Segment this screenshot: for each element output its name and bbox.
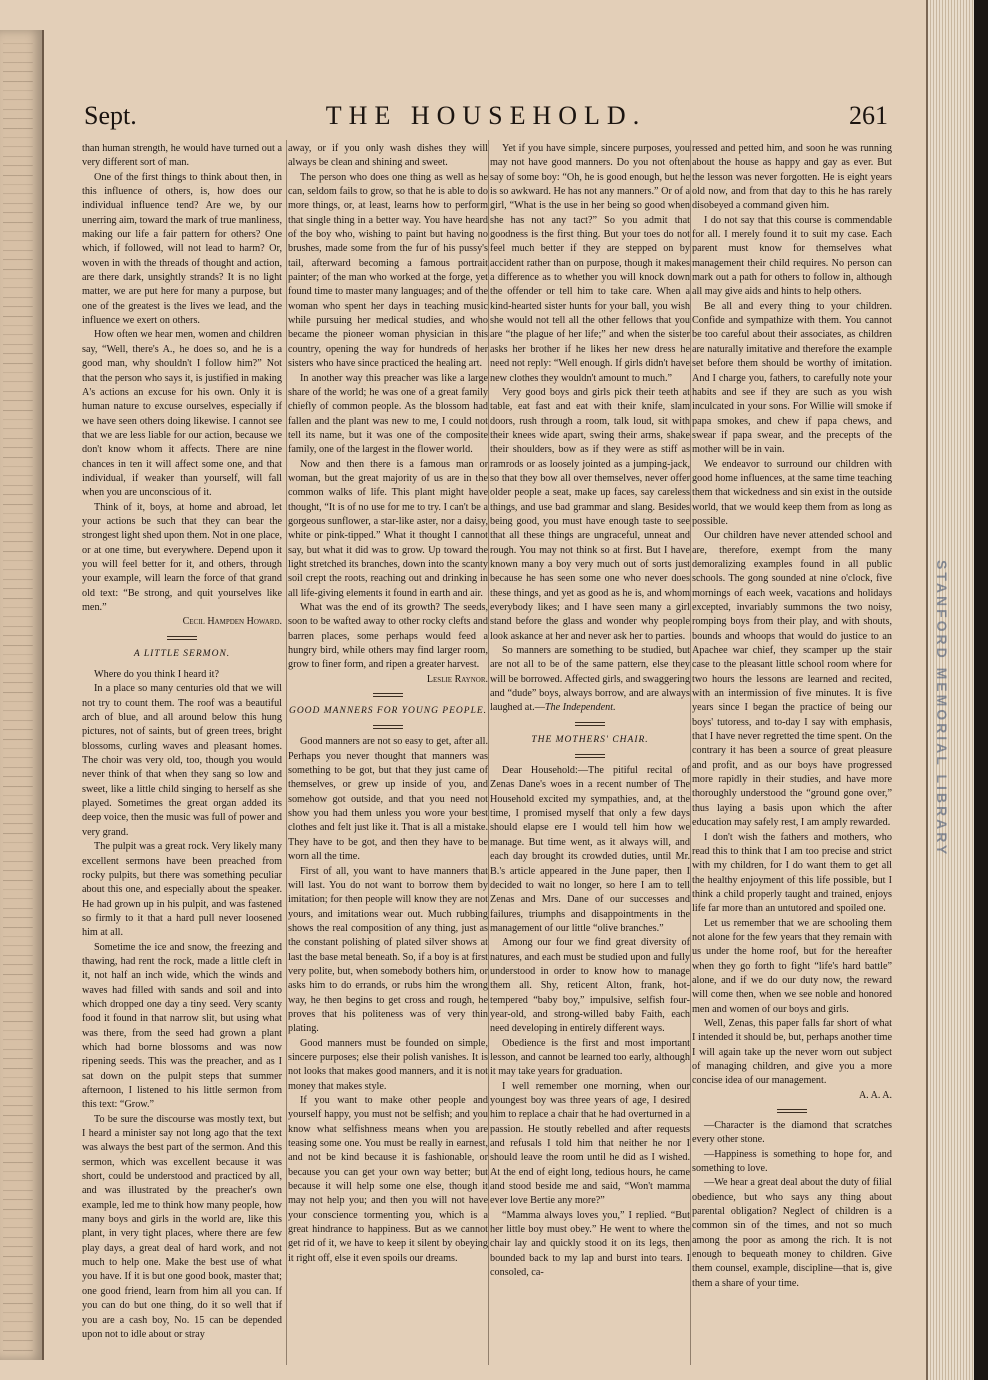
ghost-text-line: ────── [3, 914, 33, 923]
article-heading: GOOD MANNERS FOR YOUNG PEOPLE. [288, 706, 488, 717]
ghost-text-line: ────── [3, 58, 33, 67]
ghost-text-line: ────── [3, 519, 33, 528]
ghost-text-line: ────── [3, 1280, 33, 1289]
ghost-text-line: ────── [3, 1290, 33, 1299]
ghost-text-line: ────── [3, 143, 33, 152]
ghost-text-line: ────── [3, 867, 33, 876]
paragraph: I well remember one morning, when our youngest boy was three years of age, I desired him to replace a chair that he had overturned in a passion. He stoutly rebelled and after requests and refusals I told him that neither he nor I should leave the room until he did as I wished. At the end of eight long, tedious hours, he came and stood beside me and said, “Won't mamma ever love Bertie any more?” [490, 1080, 690, 1207]
ghost-text-line: ────── [3, 557, 33, 565]
ghost-text-line: ────── [3, 980, 33, 988]
ghost-text-line: ────── [3, 1196, 33, 1205]
author-signature: Cecil Hampden Howard. [182, 616, 282, 628]
ghost-text-line: ────── [3, 622, 33, 631]
paragraph: Sometime the ice and snow, the freezing and thawing, had rent the rock, made a little cleft in it, not half an inch wide, which the winds and waves had filled with sands and soil and into which dropped one day a tiny seed. Very scanty food it found in that narrow slit, but using what was there, from the seed had grown a plant which had borne blossoms and was now ripening seeds. This was the preacher, and as I sat down on the pulpit steps that summer afternoon, I listened to his little sermon from this text: “Grow.” [82, 941, 282, 1111]
ghost-text-line: ────── [3, 1008, 33, 1017]
ghost-text-line: ────── [3, 340, 33, 349]
ghost-text-line: ────── [3, 1205, 33, 1214]
ghost-text-line: ────── [3, 575, 33, 584]
paragraph: Our children have never attended school and are, therefore, exempt from the many demoralizing examples found in all public schools. The gong sounded at nine o'clock, five mornings of each week, vacations and holidays excepted, invariably summons the two noisy, romping boys from their play, and with shouts, bounds and whoops that would do justice to an Apachee war chief, they scamper up the stair case to the pleasant little school room where for two hours the lessons are learned and recited, with an intermission of five minutes. It is five years since I began the practice of being our boys' tutoress, and to-day I say with emphasis, that I have never regretted the time spent. On the contrary it has been a source of great pleasure and profit, and as our boys have progressed more rapidly in their studies, and have more thoroughly understood the “ground gone over,” thus laying a basis upon which the after education may safely rest, I am amply rewarded. [692, 530, 892, 829]
ghost-text-line: ────── [3, 829, 33, 838]
paragraph: The pulpit was a great rock. Very likely many excellent sermons have been preached from rocky pulpits, but there was something peculiar about this one, and especially about the speaker. He had grown up in his pulpit, and was fastened so firmly to it that a hard pull never loosened him at all. [82, 841, 282, 939]
ghost-text-line: ────── [3, 895, 33, 904]
paragraph: One of the first things to think about then, in this influence of others, is, how does our individual influence tend? Are we, by our unerring aim, toward the mark of true manliness, making our life a fair pattern for others? One which, if followed, will not lead to harm? Or, woven in with the threads of thought and action, are there dark, unsightly strands? It is no light matter, we are put here for many a purpose, but one of the greatest is the lives we lead, and the influence we exert on others. [82, 171, 282, 327]
ghost-text-line: ────── [3, 1045, 33, 1054]
paragraph: —Character is the diamond that scratches every other stone. [692, 1120, 892, 1146]
column-3 [490, 142, 690, 1280]
ghost-text-line: ────── [3, 1055, 33, 1064]
ghost-text-line: ────── [3, 481, 33, 490]
ghost-text-line: ────── [3, 284, 33, 293]
ghost-text-line: ────── [3, 359, 33, 368]
ghost-text-line: ────── [3, 1233, 33, 1242]
ghost-text-line: ────── [3, 726, 33, 735]
paragraph: ressed and petted him, and soon he was running about the house as happy and gay as ever. But the lesson was never forgotten. He is eight years old now, and from that day to this he has rarely disobeyed a command given him. [692, 143, 892, 212]
ghost-text-line: ────── [3, 632, 33, 641]
ghost-text-line: ────── [3, 961, 33, 970]
adjacent-page-strip [0, 30, 44, 1360]
ghost-text-line: ────── [3, 1318, 33, 1327]
column-rule [690, 140, 691, 1365]
ghost-text-line: ────── [3, 886, 33, 894]
ghost-text-line: ────── [3, 500, 33, 509]
section-divider [167, 636, 197, 640]
ghost-text-line: ────── [3, 1130, 33, 1139]
ghost-text-line: ────── [3, 425, 33, 434]
ghost-text-line: ────── [3, 933, 33, 941]
ghost-text-line: ────── [3, 669, 33, 678]
ghost-text-line: ────── [3, 463, 33, 471]
ghost-text-line: ────── [3, 1327, 33, 1336]
author-signature: A. A. A. [858, 1089, 892, 1101]
ghost-text-line: ────── [3, 275, 33, 283]
paragraph: If you want to make other people and yourself happy, you must not be selfish; and you know what selfishness means when you are teasing some one. You must be really in earnest, and not be kind because it is fashionable, or because you can get your own way better; but because it will help some one else, though it may not help you; and then you will not have your conscience tormenting you, which is a great hindrance to happiness. But as we cannot get rid of it, we have to keep it silent by obeying it right off, else it even spoils our dreams. [288, 1095, 488, 1264]
section-divider [777, 1109, 807, 1113]
ghost-text-line: ────── [3, 444, 33, 453]
paragraph: Dear Household:—The pitiful recital of Zenas Dane's woes in a recent number of The Household excited my sympathies, and, at the time, I promised myself that only a few days should elapse ere I would tell him how we manage. But time went, as it always will, and each day brought its crowded duties, until Mr. B.'s article appeared in the June paper, then I decided to wait no longer, so here I am to tell Zenas and Mrs. Dane of our successes and failures, triumphs and disappointments in the management of our little “olive branches.” [490, 765, 690, 934]
paragraph: We endeavor to surround our children with good home influences, at the same time teaching them that wickedness and sin exist in the outside world, that we would keep them from as long as possible. [692, 458, 892, 527]
article-heading: THE MOTHERS' CHAIR. [531, 734, 649, 745]
ghost-text-line: ────── [3, 453, 33, 462]
ghost-text-line: ────── [3, 716, 33, 725]
ghost-text-line: ────── [3, 303, 33, 312]
paragraph: Be all and every thing to your children. Confide and sympathize with them. You cannot be too careful about their associates, as children are naturally imitative and therefore the example set before them should be worthy of imitation. And I charge you, fathers, to carefully note your habits and see if they are such as you wish inculcated in your sons. For Willie will smoke if papa smokes, and chew if papa chews, and swear if papa swear, and the precepts of the mother will be in vain. [692, 300, 892, 456]
paragraph: Good manners are not so easy to get, after all. Perhaps you never thought that manners was something to be got, but that they just came of themselves, or grew up inside of you, and somehow got outside, and that you need not show you had them unless you wore your best clothes and felt just like it. That is all a mistake. They have to be got, and then they have to be worn all the time. [288, 736, 488, 863]
ghost-text-line: ────── [3, 566, 33, 575]
ghost-text-line: ────── [3, 96, 33, 105]
ghost-text-line: ────── [3, 594, 33, 603]
article-heading: A LITTLE SERMON. [133, 648, 231, 659]
ghost-text-line: ────── [3, 68, 33, 77]
ghost-text-line: ────── [3, 416, 33, 424]
header-page-number: 261 [849, 101, 888, 130]
ghost-text-line: ────── [3, 782, 33, 791]
section-divider [373, 725, 403, 729]
ghost-text-line: ────── [3, 989, 33, 998]
ghost-text-line: ────── [3, 660, 33, 669]
ghost-text-line: ────── [3, 707, 33, 716]
ghost-text-line: ────── [3, 152, 33, 161]
ghost-text-line: ────── [3, 1337, 33, 1346]
column-rule [488, 140, 489, 1365]
ghost-text-line: ────── [3, 397, 33, 406]
ghost-text-line: ────── [3, 1102, 33, 1111]
ghost-text-line: ────── [3, 134, 33, 142]
ghost-text-line: ────── [3, 293, 33, 302]
ghost-text-line: ────── [3, 434, 33, 443]
paragraph: What was the end of its growth? The seeds, soon to be wafted away to other rocky clefts and barren places, some perhaps would feed a hungry bird, while others may find larger room, grow to finer form, and ripen a greater harvest. [288, 602, 488, 671]
ghost-text-line: ────── [3, 528, 33, 537]
ghost-text-line: ────── [3, 350, 33, 359]
ghost-text-line: ────── [3, 105, 33, 114]
column-2 [288, 142, 488, 1266]
paragraph: Well, Zenas, this paper falls far short of what I intended it should be, but, perhaps another time I will again take up the never worn out subject of managing children, and give you a more concise idea of our management. [692, 1017, 892, 1087]
ghost-text-line: ────── [3, 538, 33, 547]
paragraph: —We hear a great deal about the duty of filial obedience, but who says any thing about parental obligation? Neglect of children is a common sin of the times, and not so much among the poor as among the rich. It is not enough to bequeath money to children. Give them counsel, example, discipline—that is, give them a share of your time. [692, 1177, 892, 1289]
page-header [84, 101, 888, 137]
paragraph: First of all, you want to have manners that will last. You do not want to borrow them by imitation; for then people will know they are not yours, and imitations wear out. Much rubbing shows the real composition of any thing, just as the constant polishing of plated silver shows at last the base metal beneath. So, if a boy is at first very polite, but, when somebody bothers him, or asks him to do errands, or rubs him the wrong way, he then begins to get cross and rough, he proves that his politeness was of very thin plating. [288, 865, 488, 1035]
section-divider [575, 754, 605, 758]
ghost-text-line: ────── [3, 1017, 33, 1026]
ghost-text-line: ────── [3, 801, 33, 810]
ghost-text-line: ────── [3, 1186, 33, 1195]
ghost-text-line: ────── [3, 1027, 33, 1035]
section-divider [373, 693, 403, 697]
paragraph: Very good boys and girls pick their teeth at table, eat fast and eat with their knife, slam doors, rush through a room, talk loud, sit with their knees wide apart, swing their arms, shake their shoulders, bow as if they were as stiff as ramrods or as loosely jointed as a jumping-jack, so that they bow all over themselves, never offer older people a seat, make up faces, say careless things, and use bad grammar and slang. Besides being good, you must have enough taste to see that all these things are ungraceful, unneat and rough. You may not think so at first. But I have known many a boy very much out of sorts just because he has seen some one who never does these things, and yet as good as he is, and whom everybody likes; and I have seen many a girl stand before the glass and wonder why people look askance at her and never ask her to parties. [490, 386, 690, 642]
ghost-text-line: ────── [3, 265, 33, 274]
header-month: Sept. [84, 101, 137, 130]
ghost-text-line: ────── [3, 406, 33, 415]
ghost-text-line: ────── [3, 792, 33, 800]
ghost-text-line: ────── [3, 199, 33, 208]
ghost-text-line: ────── [3, 641, 33, 650]
ghost-text-line: ────── [3, 228, 33, 236]
ghost-text-line: ────── [3, 876, 33, 885]
ghost-text-line: ────── [3, 651, 33, 659]
paragraph: The person who does one thing as well as he can, seldom fails to grow, so that he is able to do more things, or, at least, learns how to perform that single thing in a better way. You have heard of the boy who, wishing to paint but having no brushes, made some from the fur of his pussy's tail, afterward becoming a famous portrait painter; of the man who worked at the forge, yet found time to master many languages; and of the woman who spent her days in teaching music while pursuing her medical studies, and who became the pioneer woman physician in this country, opening the way for hundreds of her sisters who have since practiced the healing art. [288, 171, 488, 370]
ghost-text-line: ────── [3, 387, 33, 396]
paragraph: —Happiness is something to hope for, and something to love. [692, 1148, 892, 1175]
paragraph: than human strength, he would have turned out a very different sort of man. [82, 143, 282, 169]
ghost-text-line: ────── [3, 857, 33, 866]
ghost-text-line: ────── [3, 679, 33, 688]
ghost-text-line: ────── [3, 1036, 33, 1045]
ghost-text-line: ────── [3, 1168, 33, 1176]
paragraph: In a place so many centuries old that we will not try to count them. The roof was a beautiful arch of blue, and all around below this hung pictures, not of saints, but of green trees, bright blossoms, curling waves and pleasant homes. The choir was very old, too, though you would never think of that when they sang so low and sweet, like a little child singing to herself as she played. Sometimes the great organ added its deep voice, then the music was full of power and very grand. [82, 683, 282, 838]
ghost-text-line: ────── [3, 246, 33, 255]
paragraph: I don't wish the fathers and mothers, who read this to think that I am too precise and strict with my children, for I do want them to get all the healthy enjoyment of this life possible, but I think a child properly taught and trained, enjoys life far more than an untutored and spoiled one. [692, 831, 892, 915]
ghost-text-line: ────── [3, 1224, 33, 1233]
ghost-text-line: ────── [3, 1215, 33, 1223]
paragraph: Good manners must be founded on simple, sincere purposes; else their polish vanishes. It is not looks that makes good manners, and it is not money that makes style. [288, 1037, 488, 1092]
ghost-text-line: ────── [3, 171, 33, 180]
book-binding [974, 0, 988, 1380]
ghost-text-line: ────── [3, 181, 33, 189]
column-1 [82, 142, 282, 1342]
ghost-text-line: ────── [3, 970, 33, 979]
section-divider [575, 722, 605, 726]
ghost-text-line: ────── [3, 77, 33, 86]
ghost-text-line: ────── [3, 190, 33, 199]
ghost-text-line: ────── [3, 115, 33, 124]
header-title: THE HOUSEHOLD. [325, 101, 647, 130]
ghost-text-line: ────── [3, 1346, 33, 1355]
paragraph: To be sure the discourse was mostly text, but I heard a minister say not long ago that the text was always the best part of the sermon. And this sermon, which was excellent because it was short, could be understood and practiced by all, and was illustrated by the preacher's own example, led me to think how many people, how many boys and girls in the world are, like this plant, in very tight places, where there are few play days, a great deal of hard work, and not much to help one. Make the best use of what you have. If it is but one good book, master that; one good friend, learn from him all you can. If you can do but one thing, do it so well that if you are a cash boy, No. 15 can be depended upon not to idle about or stray [82, 1113, 282, 1340]
ghost-text-line: ────── [3, 472, 33, 481]
ghost-text-line: ────── [3, 810, 33, 819]
paragraph: Think of it, boys, at home and abroad, let your actions be such that they can bear the strongest light shed upon them. Not in one place, or at one time, but everywhere. Depend upon it you will feel better for it, and others, through your example, will learn the force of that grand old text: “Be strong, and quit yourselves like men.” [82, 501, 282, 613]
ghost-text-line: ────── [3, 1121, 33, 1129]
ghost-text-line: ────── [3, 491, 33, 500]
paragraph: Let us remember that we are schooling them not alone for the few years that they remain with us under the home roof, but for the hereafter when they go forth to fight “life's hard battle” alone, and if we do our duty now, the reward will come then, when we see noble and honored men and women of our boys and girls. [692, 917, 892, 1015]
ghost-text-line: ────── [3, 839, 33, 847]
ghost-text-line: ────── [3, 904, 33, 913]
ghost-text-line: ────── [3, 1139, 33, 1148]
paragraph: Obedience is the first and most important lesson, and cannot be learned too early, although it may take years for graduation. [490, 1037, 690, 1078]
ghost-text-line: ────── [3, 1271, 33, 1280]
ghost-text-line: ────── [3, 378, 33, 387]
attribution: The Independent. [544, 702, 616, 714]
ghost-text-line: ────── [3, 256, 33, 265]
ghost-text-line: ────── [3, 547, 33, 556]
ghost-text-line: ────── [3, 331, 33, 340]
paragraph: Now and then there is a famous man or woman, but the great majority of us are in the common walks of life. This plant might have thought, “It is of no use for me to try. I can't be a gorgeous sunflower, a star-like aster, nor a daisy, white or pink-tipped.” What it thought I cannot say, but what it did was to grow. Up toward the light stretched its branches, down into the scanty soil crept the roots, reaching out and drinking in all life-giving elements it found in earth and air. [288, 458, 488, 599]
ghost-text-line: ────── [3, 1149, 33, 1158]
ghost-text-line: ────── [3, 1083, 33, 1092]
paragraph: I do not say that this course is commendable for all. I merely found it to suit my case. Each parent must know for themselves what management their child requires. No person can mark out a path for others to follow in, although all may give aids and hints to help others. [692, 214, 892, 298]
ghost-text-line: ────── [3, 698, 33, 706]
column-rule [286, 140, 287, 1365]
paragraph: Where do you think I heard it? [94, 669, 220, 681]
ghost-text-line: ────── [3, 820, 33, 829]
author-signature: Leslie Raynor. [426, 673, 488, 685]
ghost-text-line: ────── [3, 1252, 33, 1261]
ghost-text-line: ────── [3, 754, 33, 763]
library-stamp: STANFORD MEMORIAL LIBRARY [934, 560, 950, 858]
ghost-text-line: ────── [3, 369, 33, 377]
ghost-text-line: ────── [3, 951, 33, 960]
ghost-text-line: ────── [3, 923, 33, 932]
ghost-text-line: ────── [3, 312, 33, 321]
paragraph: Among our four we find great diversity of natures, and each must be studied upon and fully understood in order to know how to manage them all. Shy, reticent Alton, frank, hot-tempered “baby boy,” impulsive, selfish four-year-old, and strong-willed baby Faith, each need developing in entirely different ways. [490, 937, 690, 1035]
ghost-text-line: ────── [3, 604, 33, 612]
ghost-text-line: ────── [3, 40, 33, 48]
ghost-text-line: ────── [3, 237, 33, 246]
ghost-text-line: ────── [3, 218, 33, 227]
paragraph: Yet if you have simple, sincere purposes, you may not have good manners. Do you not often say of some boy: “Oh, he is good enough, but he is so awkward. He has not any manners.” Or of a girl, “What is the use in her being so good when she has not any tact?” So you admit that goodness is the first thing. But your toes do not feel much better if they are stepped on by accident rather than on purpose, though it makes a difference as to whether you will knock down the offender or tell him to take care. When a kind-hearted sister hunts for your ball, you wish she would not tell all the other fellows that you are “the plague of her life;” and when the sister asks her brother if he likes her new dress he need not reply: “Well enough. If girls didn't have new clothes they wouldn't amount to much.” [490, 143, 690, 384]
ghost-text-line: ────── [3, 998, 33, 1007]
ghost-text-line: ────── [3, 613, 33, 622]
ghost-text-line: ────── [3, 735, 33, 744]
ghost-text-line: ────── [3, 942, 33, 951]
ghost-text-line: ────── [3, 1064, 33, 1073]
ghost-text-line: ────── [3, 1299, 33, 1308]
ghost-text-line: ────── [3, 773, 33, 782]
ghost-text-line: ────── [3, 848, 33, 857]
ghost-text-line: ────── [3, 763, 33, 772]
ghost-text-line: ────── [3, 162, 33, 171]
column-4 [692, 142, 892, 1291]
paragraph: So manners are something to be studied, but are not all to be of the same pattern, else they will be borrowed. Affected girls, and swaggering and “dude” boys, always borrow, and are always laughed at.—The Independent. [490, 645, 690, 714]
ghost-text-line: ────── [3, 322, 33, 330]
ghost-text-line: ────── [3, 209, 33, 218]
ghost-text-line: ────── [3, 585, 33, 594]
ghost-text-line: ────── [3, 1111, 33, 1120]
ghost-text-line: ────── [3, 510, 33, 518]
ghost-text-line: ────── [3, 745, 33, 753]
ghost-text-line: ────── [3, 49, 33, 58]
ghost-text-line: ────── [3, 1158, 33, 1167]
ghost-text-line: ────── [3, 1262, 33, 1270]
ghost-text-line: ────── [3, 1074, 33, 1082]
paragraph: “Mamma always loves you,” I replied. “But her little boy must obey.” He went to where the chair lay and quickly stood it on its legs, then bounded back to my lap and burst into tears. I consoled, ca- [490, 1209, 690, 1279]
paragraph: In another way this preacher was like a large share of the world; he was one of a great family chiefly of common people. As the blossom had fallen and the plant was new to me, I could not tell its name, but it was one of the composite family, one of the largest in the flower world. [288, 372, 488, 456]
ghost-text-line: ────── [3, 124, 33, 133]
paragraph: How often we hear men, women and children say, “Well, there's A., he does so, and he is a good man, why shouldn't I follow him?” Not that the person who says it, is justified in making A's actions an excuse for his own. Only it is human nature to excuse ourselves, especially if we have seen others doing likewise. I cannot see that we are less liable for our action, because we don't know whom it affects. There are nine chances in ten it will affect some one, and that individual, if weaker than yourself, will fall when you are unconscious of it. [82, 329, 282, 499]
paragraph: away, or if you only wash dishes they will always be clean and shining and sweet. [288, 143, 488, 169]
ghost-text-line: ────── [3, 87, 33, 95]
ghost-text-line: ────── [3, 688, 33, 697]
ghost-text-line: ────── [3, 1177, 33, 1186]
ghost-text-line: ────── [3, 1243, 33, 1252]
ghost-text-line: ────── [3, 1092, 33, 1101]
ghost-text-line: ────── [3, 1309, 33, 1317]
